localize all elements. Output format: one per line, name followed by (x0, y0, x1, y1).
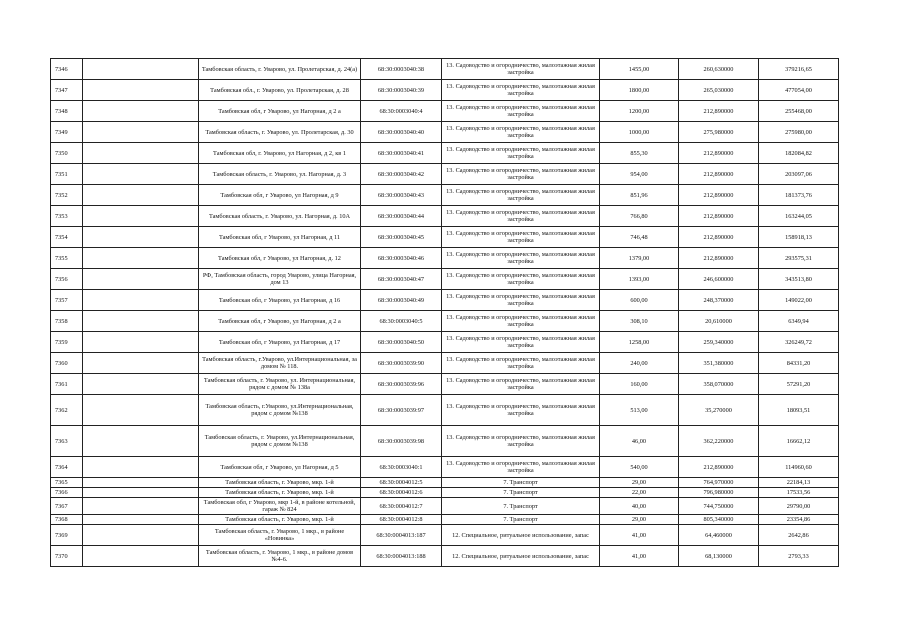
cell-area: 1000,00 (600, 122, 679, 143)
cell-area: 46,00 (600, 426, 679, 457)
cell-number: 7360 (51, 353, 83, 374)
cell-specific-value: 212,890000 (679, 164, 759, 185)
cell-empty (83, 269, 199, 290)
cell-cadastral-value: 16662,12 (759, 426, 839, 457)
cell-cadastral-value: 181373,76 (759, 185, 839, 206)
cell-address: Тамбовская область, г.Уварово, ул.Интернациональная, рядом с домом №138 (199, 395, 361, 426)
cell-number: 7354 (51, 227, 83, 248)
cell-cadastral-number: 68:30:0003040:1 (361, 457, 442, 478)
cell-cadastral-number: 68:30:0003040:40 (361, 122, 442, 143)
cell-number: 7346 (51, 59, 83, 80)
cell-address: Тамбовская область, г. Уварово, ул. Нагорная, д. 10А (199, 206, 361, 227)
cell-area: 540,00 (600, 457, 679, 478)
cell-address: Тамбовская обл, г Уварово, ул Нагорная, д 11 (199, 227, 361, 248)
cell-cadastral-value: 57291,20 (759, 374, 839, 395)
cell-number: 7366 (51, 488, 83, 498)
cadastral-table-sheet (50, 58, 839, 567)
cell-cadastral-number: 68:30:0003040:44 (361, 206, 442, 227)
cell-cadastral-value: 343513,80 (759, 269, 839, 290)
cell-cadastral-number: 68:30:0004013:187 (361, 525, 442, 546)
table-row (51, 498, 839, 515)
cell-land-use: 13. Садоводство и огородничество, малоэтажная жилая застройка (442, 164, 600, 185)
cell-cadastral-value: 23354,86 (759, 515, 839, 525)
table-row (51, 269, 839, 290)
cell-empty (83, 248, 199, 269)
cell-land-use: 7. Транспорт (442, 498, 600, 515)
cell-land-use: 13. Садоводство и огородничество, малоэтажная жилая застройка (442, 290, 600, 311)
cell-empty (83, 525, 199, 546)
table-row (51, 546, 839, 567)
cell-address: Тамбовская область, г. Уварово, ул. Интернациональная, рядом с домом № 138а (199, 374, 361, 395)
cell-number: 7348 (51, 101, 83, 122)
table-row (51, 457, 839, 478)
cell-land-use: 13. Садоводство и огородничество, малоэтажная жилая застройка (442, 353, 600, 374)
cell-address: Тамбовская область, г.Уварово, ул.Интернациональная, за домом № 118. (199, 353, 361, 374)
cell-address: Тамбовская область, г. Уварово, мкр. 1-й (199, 488, 361, 498)
table-row (51, 227, 839, 248)
cell-number: 7350 (51, 143, 83, 164)
cell-specific-value: 68,130000 (679, 546, 759, 567)
cell-cadastral-number: 68:30:0003039:98 (361, 426, 442, 457)
cell-empty (83, 59, 199, 80)
cell-cadastral-value: 477054,00 (759, 80, 839, 101)
cell-cadastral-value: 17533,56 (759, 488, 839, 498)
cell-area: 29,00 (600, 478, 679, 488)
cell-land-use: 7. Транспорт (442, 478, 600, 488)
table-row (51, 80, 839, 101)
cell-empty (83, 206, 199, 227)
cell-cadastral-value: 2642,86 (759, 525, 839, 546)
table-row (51, 248, 839, 269)
cell-specific-value: 212,890000 (679, 206, 759, 227)
cell-cadastral-value: 84331,20 (759, 353, 839, 374)
cell-land-use: 13. Садоводство и огородничество, малоэтажная жилая застройка (442, 248, 600, 269)
cell-area: 160,00 (600, 374, 679, 395)
cell-number: 7351 (51, 164, 83, 185)
cell-specific-value: 275,980000 (679, 122, 759, 143)
cell-cadastral-number: 68:30:0003040:41 (361, 143, 442, 164)
cell-specific-value: 362,220000 (679, 426, 759, 457)
cell-land-use: 13. Садоводство и огородничество, малоэтажная жилая застройка (442, 122, 600, 143)
cell-address: Тамбовская обл, г Уварово, ул Нагорная, д 2 а (199, 101, 361, 122)
cell-specific-value: 212,890000 (679, 101, 759, 122)
cell-area: 766,80 (600, 206, 679, 227)
cell-land-use: 13. Садоводство и огородничество, малоэтажная жилая застройка (442, 185, 600, 206)
cell-cadastral-number: 68:30:0004012:6 (361, 488, 442, 498)
cell-empty (83, 457, 199, 478)
cell-land-use: 12. Специальное, ритуальное использование, запас (442, 546, 600, 567)
cell-cadastral-value: 293575,31 (759, 248, 839, 269)
table-row (51, 374, 839, 395)
cell-cadastral-number: 68:30:0004012:8 (361, 515, 442, 525)
cell-number: 7349 (51, 122, 83, 143)
cell-empty (83, 374, 199, 395)
cell-cadastral-number: 68:30:0003040:50 (361, 332, 442, 353)
cell-cadastral-value: 255468,00 (759, 101, 839, 122)
cell-land-use: 13. Садоводство и огородничество, малоэтажная жилая застройка (442, 80, 600, 101)
cell-specific-value: 212,890000 (679, 227, 759, 248)
cell-cadastral-number: 68:30:0003040:38 (361, 59, 442, 80)
cell-number: 7357 (51, 290, 83, 311)
cell-specific-value: 248,370000 (679, 290, 759, 311)
cell-cadastral-number: 68:30:0003040:42 (361, 164, 442, 185)
cell-cadastral-number: 68:30:0003040:49 (361, 290, 442, 311)
cell-area: 851,96 (600, 185, 679, 206)
cell-cadastral-value: 275980,00 (759, 122, 839, 143)
cell-area: 513,00 (600, 395, 679, 426)
cell-address: Тамбовская область, г. Уварово, ул. Нагорная, д. 3 (199, 164, 361, 185)
cell-number: 7352 (51, 185, 83, 206)
table-row (51, 206, 839, 227)
cell-empty (83, 311, 199, 332)
cell-number: 7359 (51, 332, 83, 353)
table-row (51, 353, 839, 374)
cell-land-use: 13. Садоводство и огородничество, малоэтажная жилая застройка (442, 311, 600, 332)
cell-address: Тамбовская обл, г Уварово, ул Нагорная, д 5 (199, 457, 361, 478)
cell-specific-value: 805,340000 (679, 515, 759, 525)
cell-area: 600,00 (600, 290, 679, 311)
table-row (51, 515, 839, 525)
cell-area: 1379,00 (600, 248, 679, 269)
cell-number: 7347 (51, 80, 83, 101)
cell-number: 7367 (51, 498, 83, 515)
cell-address: Тамбовская область, г. Уварово, ул. Пролетарская, д. 24(а) (199, 59, 361, 80)
cell-cadastral-value: 114960,60 (759, 457, 839, 478)
cell-specific-value: 744,750000 (679, 498, 759, 515)
cell-empty (83, 353, 199, 374)
cell-empty (83, 478, 199, 488)
cell-address: Тамбовская обл, г Уварово, мкр 1-й, в районе котельной, гараж № 824 (199, 498, 361, 515)
cell-address: Тамбовская обл, г. Уварово, ул Нагорная, д 2, кв 1 (199, 143, 361, 164)
cadastral-value-table (50, 58, 839, 567)
cell-specific-value: 358,070000 (679, 374, 759, 395)
cell-area: 1800,00 (600, 80, 679, 101)
cell-area: 29,00 (600, 515, 679, 525)
cell-address: Тамбовская обл, г Уварово, ул Нагорная, д. 12 (199, 248, 361, 269)
cell-empty (83, 488, 199, 498)
cell-area: 1200,00 (600, 101, 679, 122)
cell-cadastral-value: 379216,65 (759, 59, 839, 80)
cell-number: 7368 (51, 515, 83, 525)
cell-cadastral-number: 68:30:0003040:5 (361, 311, 442, 332)
cell-address: Тамбовская область, г. Уварово, ул.Интернациональная, рядом с домом №138 (199, 426, 361, 457)
cell-specific-value: 212,890000 (679, 143, 759, 164)
cell-land-use: 13. Садоводство и огородничество, малоэтажная жилая застройка (442, 332, 600, 353)
cell-empty (83, 122, 199, 143)
cell-cadastral-number: 68:30:0003039:90 (361, 353, 442, 374)
cell-specific-value: 265,030000 (679, 80, 759, 101)
cell-number: 7353 (51, 206, 83, 227)
table-row (51, 164, 839, 185)
cell-specific-value: 260,630000 (679, 59, 759, 80)
table-row (51, 525, 839, 546)
table-row (51, 311, 839, 332)
cell-cadastral-value: 203097,06 (759, 164, 839, 185)
cell-specific-value: 796,980000 (679, 488, 759, 498)
table-row (51, 59, 839, 80)
table-row (51, 290, 839, 311)
cell-cadastral-number: 68:30:0003040:39 (361, 80, 442, 101)
cell-land-use: 13. Садоводство и огородничество, малоэтажная жилая застройка (442, 426, 600, 457)
cell-cadastral-number: 68:30:0003039:97 (361, 395, 442, 426)
cell-number: 7365 (51, 478, 83, 488)
cell-cadastral-value: 326249,72 (759, 332, 839, 353)
cell-empty (83, 143, 199, 164)
cell-empty (83, 515, 199, 525)
cell-cadastral-value: 2793,33 (759, 546, 839, 567)
cell-land-use: 13. Садоводство и огородничество, малоэтажная жилая застройка (442, 227, 600, 248)
cell-number: 7355 (51, 248, 83, 269)
cell-land-use: 13. Садоводство и огородничество, малоэтажная жилая застройка (442, 206, 600, 227)
cell-address: Тамбовская область, г. Уварово, 1 мкр., в районе «Новинка» (199, 525, 361, 546)
cell-cadastral-value: 22184,13 (759, 478, 839, 488)
cell-specific-value: 764,970000 (679, 478, 759, 488)
cell-specific-value: 20,610000 (679, 311, 759, 332)
cell-cadastral-number: 68:30:0003040:47 (361, 269, 442, 290)
cell-specific-value: 212,890000 (679, 457, 759, 478)
cell-empty (83, 498, 199, 515)
cell-area: 240,00 (600, 353, 679, 374)
table-body (51, 59, 839, 567)
table-row (51, 122, 839, 143)
cell-area: 954,00 (600, 164, 679, 185)
cell-land-use: 7. Транспорт (442, 515, 600, 525)
table-row (51, 185, 839, 206)
cell-cadastral-value: 182084,82 (759, 143, 839, 164)
cell-address: Тамбовская область, г. Уварово, ул. Пролетарская, д. 30 (199, 122, 361, 143)
cell-empty (83, 332, 199, 353)
cell-empty (83, 227, 199, 248)
table-row (51, 143, 839, 164)
cell-land-use: 13. Садоводство и огородничество, малоэтажная жилая застройка (442, 374, 600, 395)
table-row (51, 478, 839, 488)
cell-address: Тамбовская обл., г. Уварово, ул. Пролетарская, д. 28 (199, 80, 361, 101)
cell-cadastral-number: 68:30:0003040:46 (361, 248, 442, 269)
cell-area: 1258,00 (600, 332, 679, 353)
cell-empty (83, 80, 199, 101)
cell-address: Тамбовская обл, г Уварово, ул Нагорная, д 2 а (199, 311, 361, 332)
cell-area: 41,00 (600, 525, 679, 546)
cell-specific-value: 212,890000 (679, 185, 759, 206)
cell-cadastral-number: 68:30:0004013:188 (361, 546, 442, 567)
cell-area: 22,00 (600, 488, 679, 498)
cell-area: 1393,00 (600, 269, 679, 290)
cell-empty (83, 395, 199, 426)
cell-cadastral-number: 68:30:0003039:96 (361, 374, 442, 395)
cell-cadastral-value: 163244,05 (759, 206, 839, 227)
cell-number: 7369 (51, 525, 83, 546)
table-row (51, 395, 839, 426)
cell-number: 7356 (51, 269, 83, 290)
table-row (51, 332, 839, 353)
cell-address: Тамбовская область, г. Уварово, мкр. 1-й (199, 515, 361, 525)
cell-empty (83, 426, 199, 457)
cell-number: 7370 (51, 546, 83, 567)
cell-cadastral-number: 68:30:0003040:43 (361, 185, 442, 206)
cell-land-use: 12. Специальное, ритуальное использование, запас (442, 525, 600, 546)
cell-address: Тамбовская обл, г Уварово, ул Нагорная, д 17 (199, 332, 361, 353)
cell-empty (83, 290, 199, 311)
cell-number: 7363 (51, 426, 83, 457)
cell-cadastral-value: 158918,13 (759, 227, 839, 248)
cell-cadastral-number: 68:30:0004012:7 (361, 498, 442, 515)
cell-address: Тамбовская область, г. Уварово, 1 мкр., в районе домов №4-6. (199, 546, 361, 567)
cell-cadastral-value: 29790,00 (759, 498, 839, 515)
cell-area: 40,00 (600, 498, 679, 515)
cell-specific-value: 212,890000 (679, 248, 759, 269)
cell-specific-value: 259,340000 (679, 332, 759, 353)
cell-empty (83, 185, 199, 206)
cell-area: 1455,00 (600, 59, 679, 80)
cell-land-use: 13. Садоводство и огородничество, малоэтажная жилая застройка (442, 395, 600, 426)
table-row (51, 101, 839, 122)
cell-land-use: 13. Садоводство и огородничество, малоэтажная жилая застройка (442, 101, 600, 122)
cell-land-use: 13. Садоводство и огородничество, малоэтажная жилая застройка (442, 457, 600, 478)
cell-address: Тамбовская область, г. Уварово, мкр. 1-й (199, 478, 361, 488)
cell-land-use: 13. Садоводство и огородничество, малоэтажная жилая застройка (442, 143, 600, 164)
cell-address: РФ, Тамбовская область, город Уварово, улица Нагорная, дом 13 (199, 269, 361, 290)
cell-address: Тамбовская обл, г Уварово, ул Нагорная, д 16 (199, 290, 361, 311)
cell-number: 7362 (51, 395, 83, 426)
cell-cadastral-number: 68:30:0003040:4 (361, 101, 442, 122)
cell-empty (83, 546, 199, 567)
cell-empty (83, 101, 199, 122)
cell-empty (83, 164, 199, 185)
cell-specific-value: 351,380000 (679, 353, 759, 374)
cell-area: 308,10 (600, 311, 679, 332)
cell-specific-value: 246,600000 (679, 269, 759, 290)
cell-specific-value: 35,270000 (679, 395, 759, 426)
cell-cadastral-number: 68:30:0004012:5 (361, 478, 442, 488)
table-row (51, 488, 839, 498)
cell-number: 7364 (51, 457, 83, 478)
cell-area: 746,48 (600, 227, 679, 248)
cell-land-use: 13. Садоводство и огородничество, малоэтажная жилая застройка (442, 59, 600, 80)
cell-number: 7358 (51, 311, 83, 332)
cell-land-use: 13. Садоводство и огородничество, малоэтажная жилая застройка (442, 269, 600, 290)
cell-address: Тамбовская обл, г Уварово, ул Нагорная, д 9 (199, 185, 361, 206)
cell-cadastral-value: 18093,51 (759, 395, 839, 426)
cell-cadastral-number: 68:30:0003040:45 (361, 227, 442, 248)
cell-area: 41,00 (600, 546, 679, 567)
cell-cadastral-value: 6349,94 (759, 311, 839, 332)
cell-land-use: 7. Транспорт (442, 488, 600, 498)
cell-cadastral-value: 149022,00 (759, 290, 839, 311)
cell-area: 855,30 (600, 143, 679, 164)
table-row (51, 426, 839, 457)
cell-specific-value: 64,460000 (679, 525, 759, 546)
cell-number: 7361 (51, 374, 83, 395)
